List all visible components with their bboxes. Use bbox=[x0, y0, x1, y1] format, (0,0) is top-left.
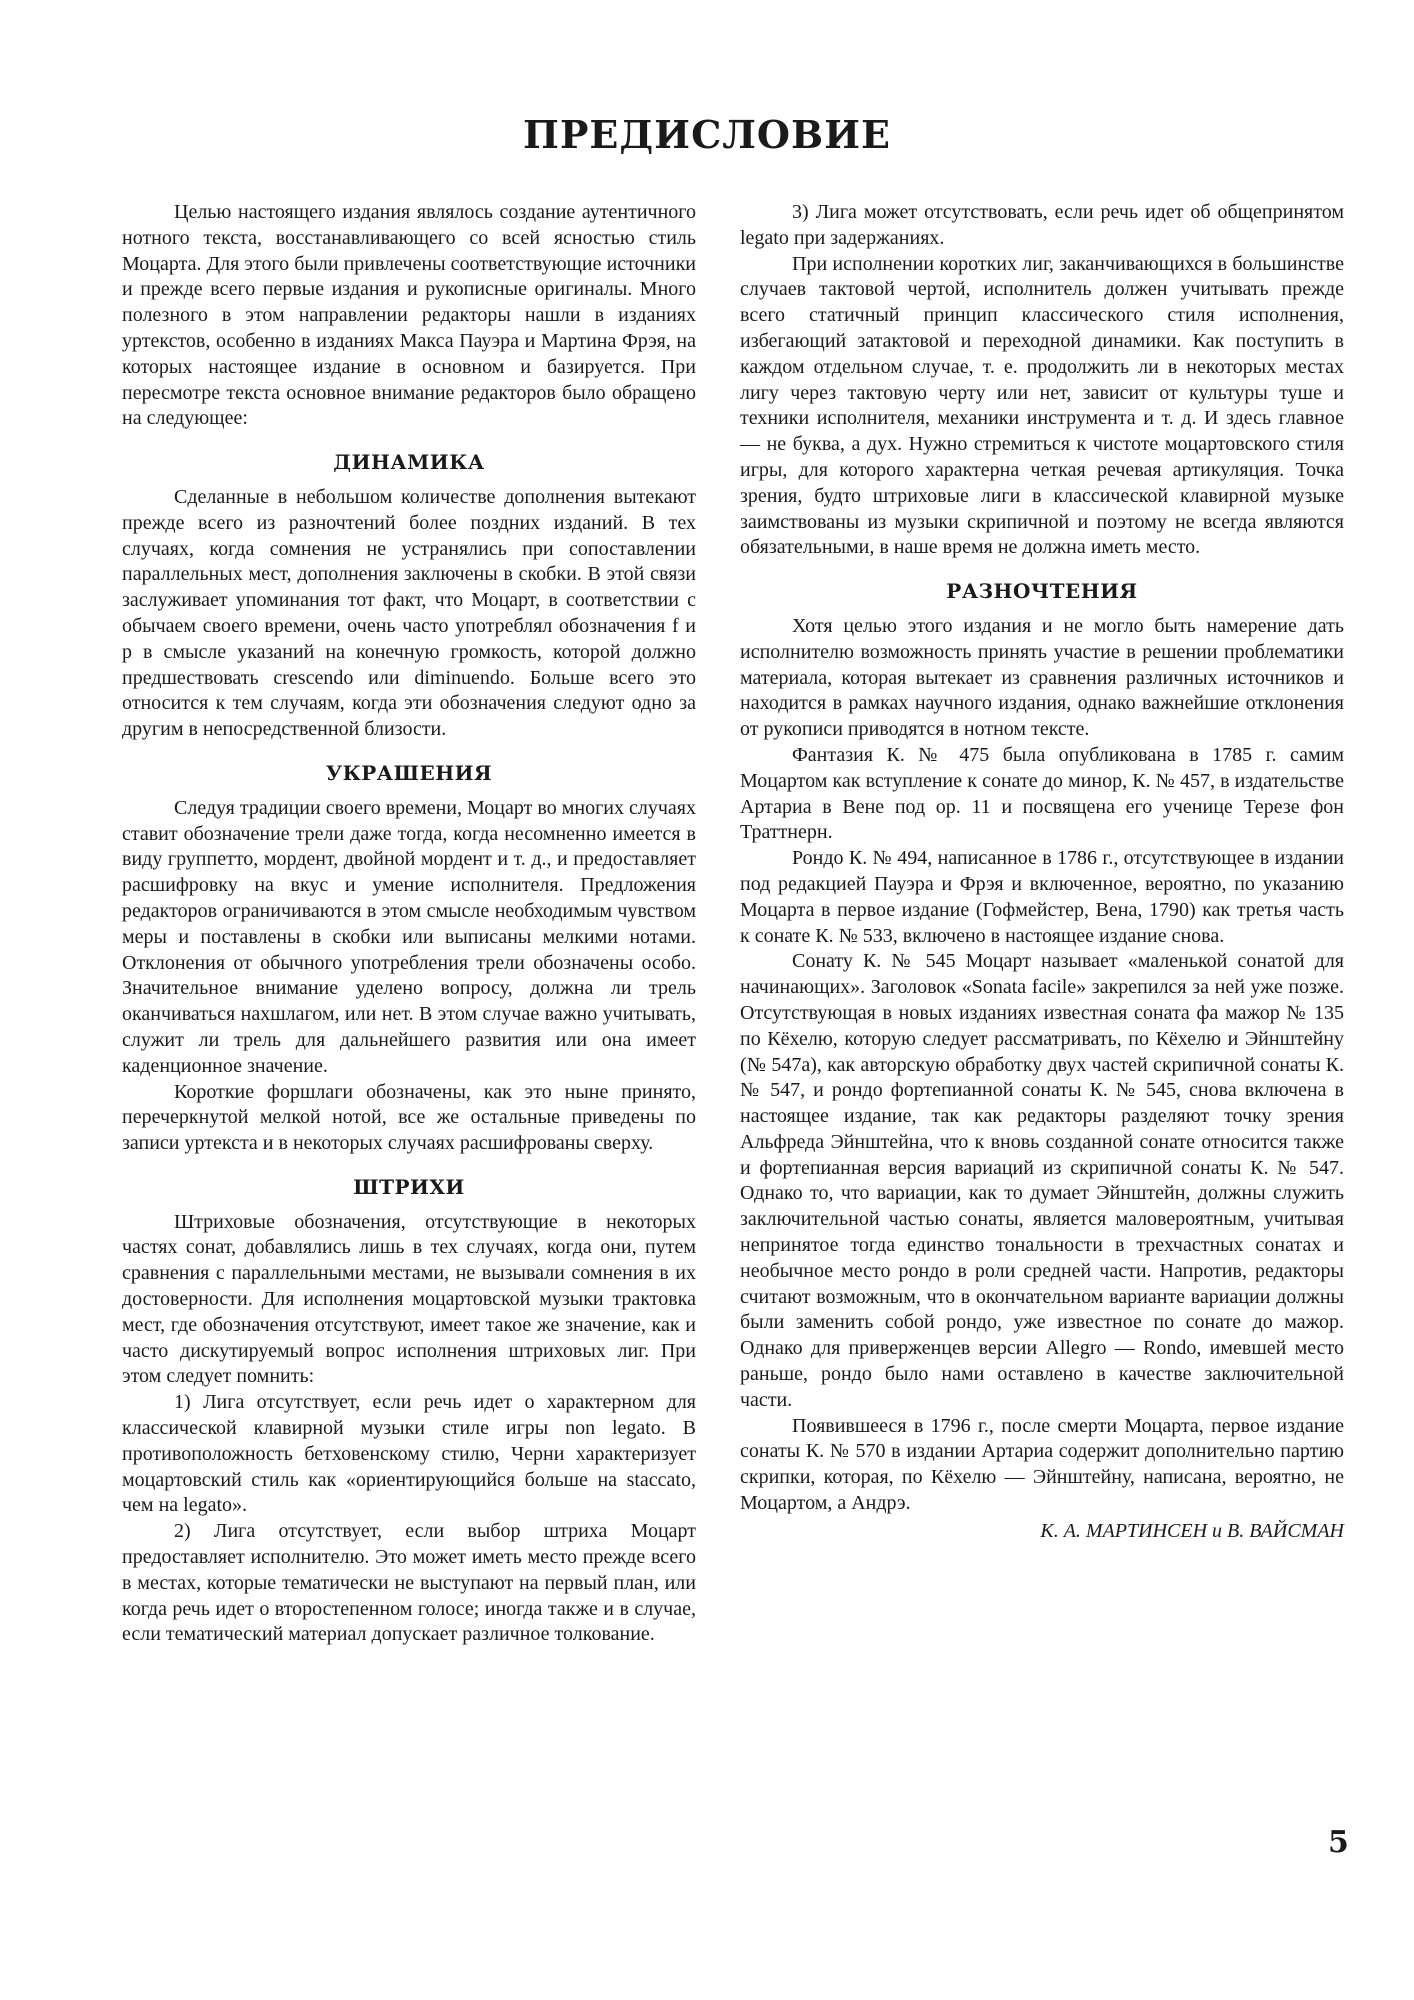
paragraph: Появившееся в 1796 г., после смерти Моцарта, первое издание сонаты К. № 570 в издании Артариа содержит дополнительно партию скрипки, которая, по Кёхелю — Эйнштейну, написана, вероятно, не Моцартом, а Андрэ. bbox=[740, 1414, 1344, 1515]
paragraph: 3) Лига может отсутствовать, если речь идет об общепринятом legato при задержаниях. bbox=[740, 201, 1344, 249]
paragraph: Следуя традиции своего времени, Моцарт во многих случаях ставит обозначение трели даже тогда, когда несомненно имеется в виду группетто, мордент, двойной мордент и т. д., и предоставляет расшифровку на вкус и умение исполнителя. Предложения редакторов ограничиваются в этом смысле необходимым чувством меры и поставлены в скобки или выписаны мелкими нотами. Отклонения от обычного употребления трели обозначены особо. Значительное внимание уделено вопросу, должна ли трель оканчиваться нахшлагом, или нет. В этом случае важно учитывать, служит ли трель для дальнейшего развития или она имеет каденционное значение. bbox=[122, 796, 696, 1077]
right-column bbox=[740, 200, 1344, 1545]
paragraph: Фантазия К. № 475 была опубликована в 1785 г. самим Моцартом как вступление к сонате до минор, К. № 457, в издательстве Артариа в Вене под ор. 11 и посвящена его ученице Терезе фон Траттнерн. bbox=[740, 743, 1344, 844]
paragraph: Сделанные в небольшом количестве дополнения вытекают прежде всего из разночтений более поздних изданий. В тех случаях, когда сомнения не устранялись при сопоставлении параллельных мест, дополнения заключены в скобки. В этой связи заслуживает упоминания тот факт, что Моцарт, в соответствии с обычаем своего времени, очень часто употреблял обозначения f и p в смысле указаний на конечную громкость, которой должно предшествовать crescendo или diminuendo. Больше всего это относится к тем случаям, когда эти обозначения следуют одно за другим в непосредственной близости. bbox=[122, 485, 696, 741]
section-heading-variants: РАЗНОЧТЕНИЯ bbox=[946, 579, 1138, 604]
paragraph: 2) Лига отсутствует, если выбор штриха Моцарт предоставляет исполнителю. Это может иметь место прежде всего в местах, которые тематически не выступают на первый план, или когда речь идет о второстепенном голосе; иногда также и в случае, если тематический материал допускает различное толкование. bbox=[122, 1520, 696, 1646]
paragraph: Короткие форшлаги обозначены, как это ныне принято, перечеркнутой мелкой нотой, все же остальные приведены по записи уртекста и в некоторых случаях расшифрованы сверху. bbox=[122, 1080, 696, 1155]
paragraph: Сонату К. № 545 Моцарт называет «маленькой сонатой для начинающих». Заголовок «Sonata facile» закрепился за ней уже позже. Отсутствующая в новых изданиях известная соната фа мажор № 135 по Кёхелю, которую следует рассматривать, по Кёхелю и Эйнштейну (№ 547а), как авторскую обработку двух частей скрипичной сонаты К. № 547, и рондо фортепианной сонаты К. № 545, снова включена в настоящее издание, так как редакторы разделяют точку зрения Альфреда Эйнштейна, что к вновь созданной сонате относится также и фортепианная версия вариаций из скрипичной сонаты К. № 547. Однако то, что вариации, как то думает Эйнштейн, должны служить заключительной частью сонаты, является маловероятным, учитывая непринятое тогда единство тональности в трехчастных сонатах и необычное место рондо в роли средней части. Напротив, редакторы считают возможным, что в окончательном варианте вариации должны были заменить собой рондо, уже известное по сонате до мажор. Однако для приверженцев версии Allegro — Rondo, имевшей место раньше, рондо было нами оставлено в качестве заключительной части. bbox=[740, 950, 1344, 1411]
paragraph: Рондо К. № 494, написанное в 1786 г., отсутствующее в издании под редакцией Пауэра и Фрэя и включенное, вероятно, по указанию Моцарта в первое издание (Гофмейстер, Вена, 1790) как третья часть к сонате К. № 533, включено в настоящее издание снова. bbox=[740, 847, 1344, 947]
paragraph: Хотя целью этого издания и не могло быть намерение дать исполнителю возможность принять участие в решении проблематики материала, которая вытекает из сравнения различных источников и находится в рамках научного издания, однако важнейшие отклонения от рукописи приводятся в нотном тексте. bbox=[740, 614, 1344, 741]
section-heading-ornaments: УКРАШЕНИЯ bbox=[325, 760, 493, 785]
page-title: ПРЕДИСЛОВИЕ bbox=[522, 112, 892, 157]
paragraph: 1) Лига отсутствует, если речь идет о характерном для классической клавирной музыки стиле игры non legato. В противоположность бетховенскому стилю, Черни характеризует моцартовский стиль как «ориентирующийся больше на staccato, чем на legato». bbox=[122, 1391, 696, 1517]
intro-paragraph: Целью настоящего издания являлось создание аутентичного нотного текста, восстанавливающего со всей ясностью стиль Моцарта. Для этого были привлечены соответствующие источники и прежде всего первые издания и рукописные оригиналы. Много полезного в этом направлении редакторы нашли в изданиях уртекстов, особенно в изданиях Макса Пауэра и Мартина Фрэя, на которых настоящее издание в основном и базируется. При пересмотре текста основное внимание редакторов было обращено на следующее: bbox=[122, 201, 696, 430]
section-heading-strokes: ШТРИХИ bbox=[353, 1174, 465, 1199]
section-heading-dynamics: ДИНАМИКА bbox=[333, 450, 485, 475]
signature: К. А. МАРТИНСЕН и В. ВАЙСМАН bbox=[1040, 1519, 1344, 1542]
page-number: 5 bbox=[1328, 1825, 1349, 1860]
left-column bbox=[122, 200, 696, 1648]
paragraph: При исполнении коротких лиг, заканчивающихся в большинстве случаев тактовой чертой, исполнитель должен учитывать прежде всего статичный принцип классического стиля исполнения, избегающий затактовой и переходной динамики. Как поступить в каждом отдельном случае, т. е. продолжить ли в некоторых местах лигу через тактовую черту или нет, зависит от культуры туше и техники исполнителя, механики инструмента и т. д. И здесь главное — не буква, а дух. Нужно стремиться к чистоте моцартовского стиля игры, для которого характерна четкая речевая артикуляция. Точка зрения, будто штриховые лиги в классической клавирной музыке заимствованы из музыки скрипичной и поэтому не всегда являются обязательными, в наше время не должна иметь место. bbox=[740, 252, 1344, 559]
paragraph: Штриховые обозначения, отсутствующие в некоторых частях сонат, добавлялись лишь в тех случаях, когда они, путем сравнения с параллельными местами, не вызывали сомнения в их достоверности. Для исполнения моцартовской музыки трактовка мест, где обозначения отсутствуют, имеет такое же значение, как и часто дискутируемый вопрос исполнения штриховых лиг. При этом следует помнить: bbox=[122, 1210, 696, 1388]
